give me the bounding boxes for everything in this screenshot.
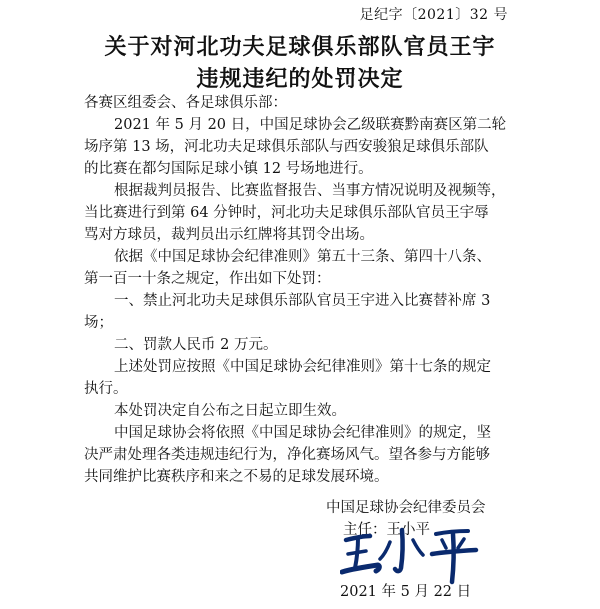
document-title-line-1: 关于对河北功夫足球俱乐部队官员王宇: [104, 35, 496, 60]
body-line: 一、禁止河北功夫足球俱乐部队官员王宇进入比赛替补席 3: [114, 293, 491, 309]
body-line: 中国足球协会将依照《中国足球协会纪律准则》的规定，坚: [114, 425, 491, 441]
body-line: 场；: [84, 315, 113, 331]
body-line: 执行。: [84, 381, 128, 397]
body-line: 依据《中国足球协会纪律准则》第五十三条、第四十八条、: [114, 249, 491, 265]
director-name: 主任：王小平: [343, 522, 430, 538]
body-line: 当比赛进行到第 64 分钟时，河北功夫足球俱乐部队官员王宇辱: [84, 205, 489, 221]
body-line: 的比赛在都匀国际足球小镇 12 号场地进行。: [84, 161, 373, 177]
body-line: 2021 年 5 月 20 日，中国足球协会乙级联赛黔南赛区第二轮: [114, 117, 507, 133]
body-line: 第一百一十条之规定，作出如下处罚：: [84, 271, 331, 287]
document-body: [84, 92, 524, 488]
document-title-line-2: 违规违纪的处罚决定: [196, 67, 404, 92]
body-line: 决严肃处理各类违规违纪行为，净化赛场风气。望各参与方能够: [84, 447, 490, 463]
body-line: 骂对方球员，裁判员出示红牌将其罚令出场。: [84, 227, 374, 243]
document-number: 足纪字〔2021〕32 号: [359, 7, 508, 23]
body-line: 根据裁判员报告、比赛监督报告、当事方情况说明及视频等，: [114, 183, 506, 199]
body-line: 场序第 13 场，河北功夫足球俱乐部队与西安骏狼足球俱乐部队: [84, 139, 489, 155]
body-line: 各赛区组委会、各足球俱乐部：: [84, 95, 287, 111]
body-line: 上述处罚应按照《中国足球协会纪律准则》第十七条的规定: [114, 359, 491, 375]
body-line: 二、罚款人民币 2 万元。: [114, 337, 278, 353]
issue-date: 2021 年 5 月 22 日: [340, 584, 472, 600]
handwritten-signature: [340, 524, 490, 586]
body-line: 本处罚决定自公布之日起立即生效。: [114, 403, 346, 419]
issuing-committee: 中国足球协会纪律委员会: [326, 500, 486, 516]
body-line: 共同维护比赛秩序和来之不易的足球发展环境。: [84, 469, 389, 485]
